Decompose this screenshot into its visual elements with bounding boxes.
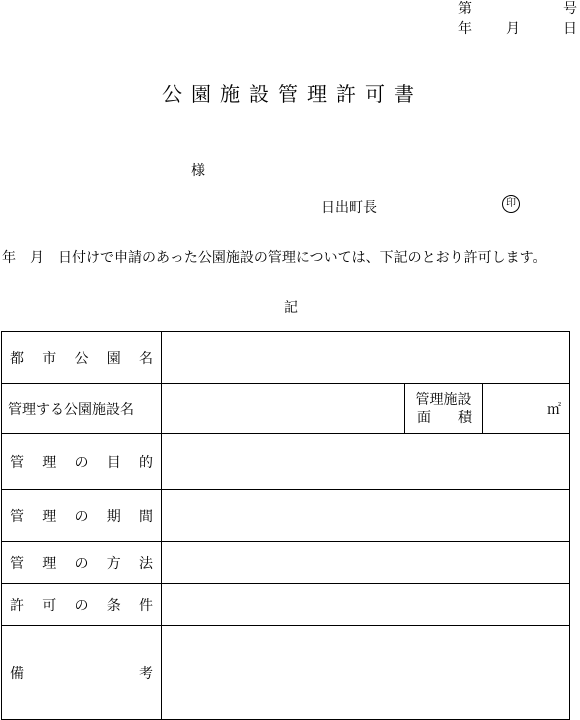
facility-label-cell — [2, 384, 162, 434]
permit-details-table — [1, 331, 570, 720]
method-value-cell[interactable] — [162, 542, 570, 584]
purpose-label-cell — [2, 434, 162, 490]
area-label — [405, 391, 482, 427]
method-label-cell — [2, 542, 162, 584]
seal-mark: 印 — [502, 195, 520, 213]
facility-value-cell[interactable] — [162, 384, 405, 434]
number-label-right: 号 — [563, 1, 577, 17]
purpose-value-cell[interactable] — [162, 434, 570, 490]
date-month-label: 月 — [506, 21, 520, 37]
table-row-purpose — [2, 434, 570, 490]
period-value-cell[interactable] — [162, 490, 570, 542]
area-label-cell — [405, 384, 483, 434]
table-row-remarks — [2, 626, 570, 720]
number-label-left: 第 — [458, 1, 472, 17]
table-row-conditions — [2, 584, 570, 626]
period-label: 管 理 の 期 間 — [10, 508, 153, 525]
area-label-line1: 管理施設 — [415, 391, 472, 408]
date-year-label: 年 — [458, 21, 472, 37]
table-row-park-name — [2, 332, 570, 384]
area-label-line2: 面 積 — [417, 409, 472, 426]
remarks-label: 備 考 — [10, 665, 153, 682]
issuer-name: 日出町長 — [321, 200, 377, 216]
conditions-value-cell[interactable] — [162, 584, 570, 626]
table-row-period — [2, 490, 570, 542]
park-name-label-cell — [2, 332, 162, 384]
conditions-label: 許 可 の 条 件 — [10, 597, 153, 614]
addressee-suffix: 様 — [191, 163, 205, 179]
area-value-cell[interactable] — [483, 384, 570, 434]
permission-statement: 年 月 日付けで申請のあった公園施設の管理については、下記のとおり許可します。 — [2, 250, 547, 266]
period-label-cell — [2, 490, 162, 542]
ki-label: 記 — [284, 300, 298, 316]
purpose-label: 管 理 の 目 的 — [10, 454, 153, 471]
park-name-value-cell[interactable] — [162, 332, 570, 384]
area-unit: ㎡ — [547, 401, 562, 418]
document-title: 公園施設管理許可書 — [162, 82, 423, 106]
table-row-method — [2, 542, 570, 584]
table-row-facility — [2, 384, 570, 434]
remarks-value-cell[interactable] — [162, 626, 570, 720]
method-label: 管 理 の 方 法 — [10, 555, 153, 572]
conditions-label-cell — [2, 584, 162, 626]
remarks-label-cell — [2, 626, 162, 720]
date-day-label: 日 — [563, 21, 577, 37]
facility-label: 管理する公園施設名 — [8, 401, 134, 418]
park-name-label: 都 市 公 園 名 — [10, 350, 153, 367]
